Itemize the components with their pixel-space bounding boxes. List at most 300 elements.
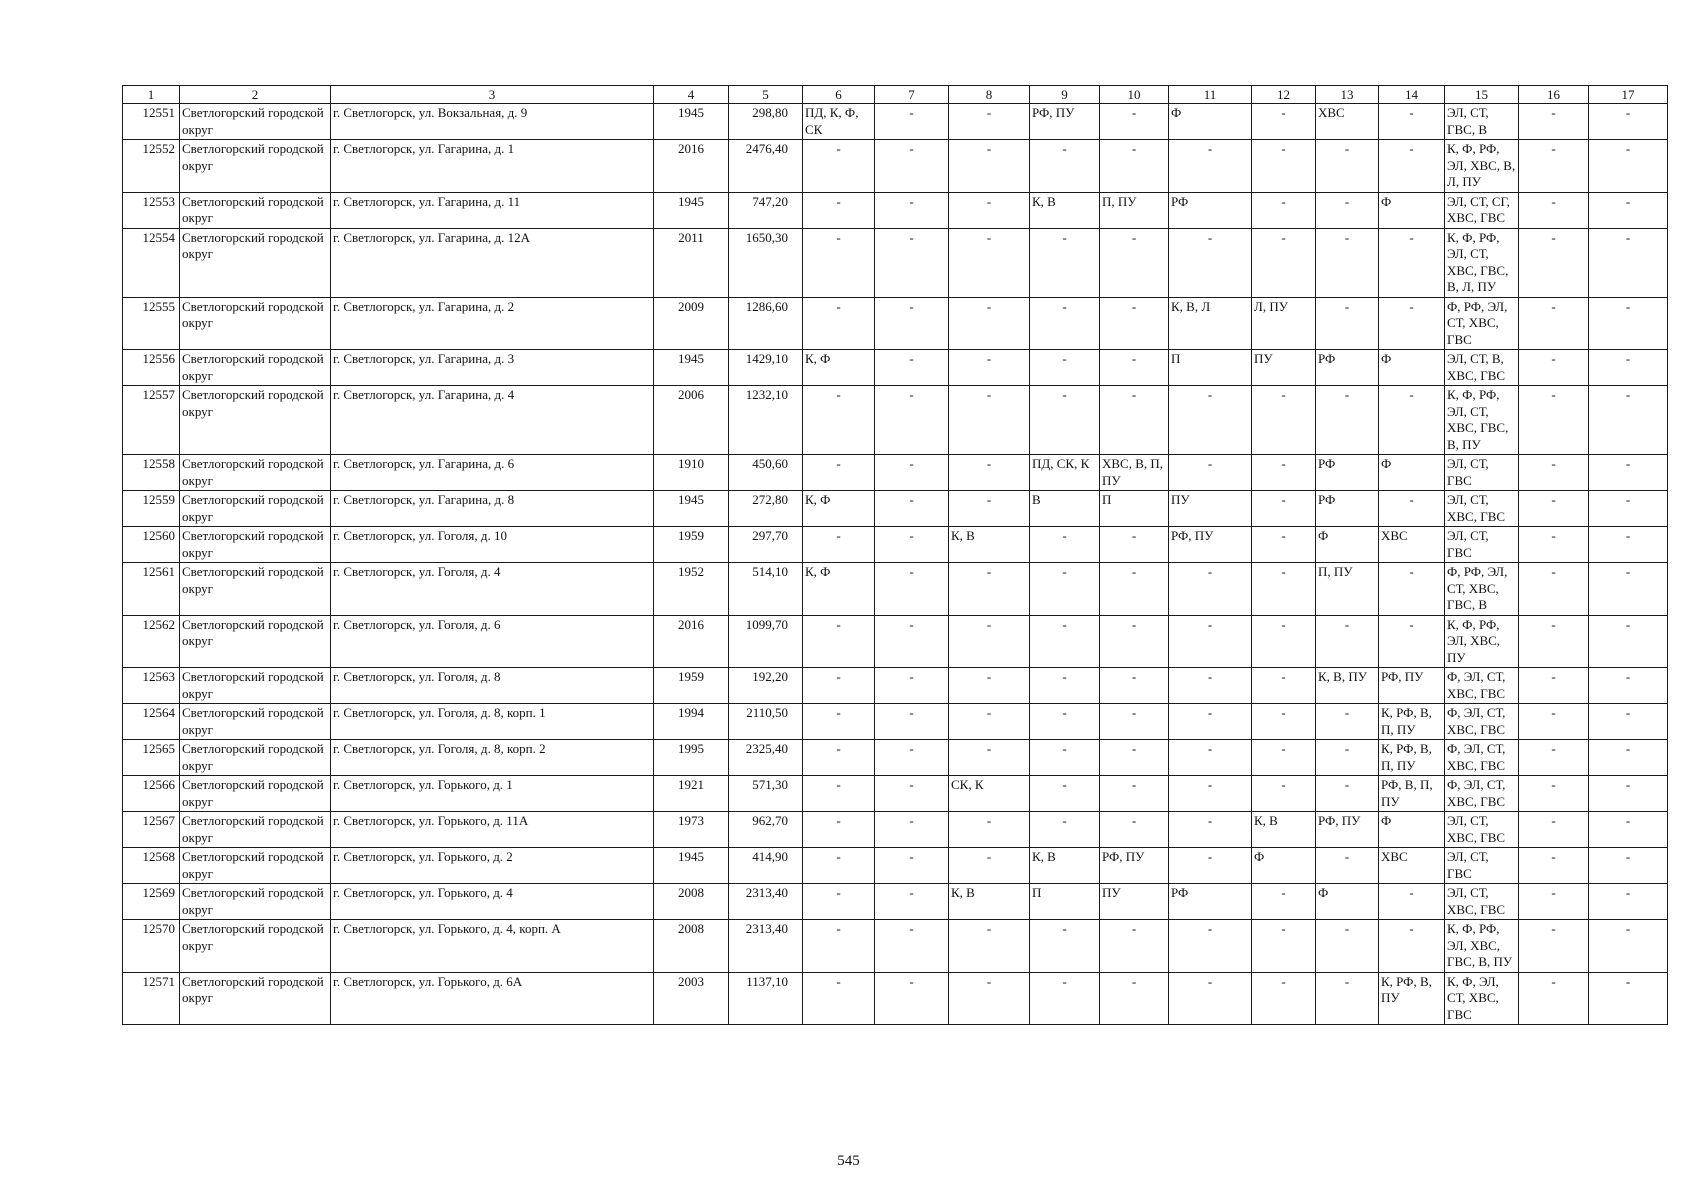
area-cell: 514,10 (729, 563, 803, 616)
col-9-cell: - (1030, 563, 1100, 616)
column-header-7: 7 (875, 86, 949, 104)
record-number-cell: 12557 (123, 386, 180, 455)
col-6-cell: - (803, 920, 875, 973)
col-17-cell: - (1589, 740, 1668, 776)
col-7-cell: - (875, 668, 949, 704)
table-row (123, 884, 1668, 920)
address-cell: г. Светлогорск, ул. Гоголя, д. 8 (331, 668, 654, 704)
column-header-13: 13 (1316, 86, 1379, 104)
col-17-cell: - (1589, 386, 1668, 455)
col-17-cell: - (1589, 491, 1668, 527)
col-17-cell: - (1589, 668, 1668, 704)
area-cell: 298,80 (729, 104, 803, 140)
table-row (123, 972, 1668, 1025)
area-cell: 2313,40 (729, 920, 803, 973)
col-10-cell: - (1100, 972, 1169, 1025)
construction-year-cell: 1945 (654, 350, 729, 386)
area-cell: 962,70 (729, 812, 803, 848)
construction-year-cell: 2016 (654, 140, 729, 193)
col-13-cell: - (1316, 228, 1379, 297)
col-14-cell: - (1379, 228, 1445, 297)
col-11-cell: РФ (1169, 884, 1252, 920)
col-14-cell: РФ, ПУ (1379, 668, 1445, 704)
col-8-cell: - (949, 228, 1030, 297)
address-cell: г. Светлогорск, ул. Гагарина, д. 12А (331, 228, 654, 297)
municipality-cell: Светлогорский городской округ (180, 848, 331, 884)
col-15-cell: Ф, РФ, ЭЛ, СТ, ХВС, ГВС (1445, 297, 1519, 350)
col-13-cell: - (1316, 972, 1379, 1025)
col-6-cell: К, Ф (803, 350, 875, 386)
col-16-cell: - (1519, 297, 1589, 350)
col-13-cell: К, В, ПУ (1316, 668, 1379, 704)
col-16-cell: - (1519, 563, 1589, 616)
col-10-cell: - (1100, 615, 1169, 668)
area-cell: 1137,10 (729, 972, 803, 1025)
address-cell: г. Светлогорск, ул. Гагарина, д. 2 (331, 297, 654, 350)
construction-year-cell: 1945 (654, 848, 729, 884)
col-10-cell: - (1100, 668, 1169, 704)
col-11-cell: РФ, ПУ (1169, 527, 1252, 563)
col-11-cell: Ф (1169, 104, 1252, 140)
col-8-cell: - (949, 972, 1030, 1025)
record-number-cell: 12571 (123, 972, 180, 1025)
table-row (123, 140, 1668, 193)
col-14-cell: - (1379, 140, 1445, 193)
column-header-4: 4 (654, 86, 729, 104)
col-12-cell: - (1252, 491, 1316, 527)
col-12-cell: - (1252, 228, 1316, 297)
col-16-cell: - (1519, 350, 1589, 386)
table-row (123, 704, 1668, 740)
col-13-cell: - (1316, 704, 1379, 740)
col-14-cell: Ф (1379, 812, 1445, 848)
table-row (123, 455, 1668, 491)
col-14-cell: ХВС (1379, 527, 1445, 563)
col-6-cell: - (803, 527, 875, 563)
col-10-cell: П (1100, 491, 1169, 527)
area-cell: 2476,40 (729, 140, 803, 193)
address-cell: г. Светлогорск, ул. Гоголя, д. 10 (331, 527, 654, 563)
col-12-cell: - (1252, 704, 1316, 740)
col-6-cell: - (803, 668, 875, 704)
col-15-cell: ЭЛ, СТ, ГВС (1445, 527, 1519, 563)
col-17-cell: - (1589, 848, 1668, 884)
municipality-cell: Светлогорский городской округ (180, 884, 331, 920)
address-cell: г. Светлогорск, ул. Горького, д. 1 (331, 776, 654, 812)
column-header-10: 10 (1100, 86, 1169, 104)
col-13-cell: - (1316, 848, 1379, 884)
col-11-cell: - (1169, 140, 1252, 193)
col-16-cell: - (1519, 740, 1589, 776)
table-row (123, 812, 1668, 848)
address-cell: г. Светлогорск, ул. Гагарина, д. 11 (331, 192, 654, 228)
col-14-cell: К, РФ, В, ПУ (1379, 972, 1445, 1025)
col-9-cell: П (1030, 884, 1100, 920)
construction-year-cell: 1959 (654, 668, 729, 704)
col-15-cell: ЭЛ, СТ, ХВС, ГВС (1445, 884, 1519, 920)
municipality-cell: Светлогорский городской округ (180, 776, 331, 812)
col-15-cell: Ф, ЭЛ, СТ, ХВС, ГВС (1445, 740, 1519, 776)
record-number-cell: 12567 (123, 812, 180, 848)
col-13-cell: РФ (1316, 455, 1379, 491)
record-number-cell: 12554 (123, 228, 180, 297)
col-11-cell: - (1169, 776, 1252, 812)
column-header-1: 1 (123, 86, 180, 104)
area-cell: 1232,10 (729, 386, 803, 455)
col-13-cell: РФ, ПУ (1316, 812, 1379, 848)
col-17-cell: - (1589, 104, 1668, 140)
col-6-cell: - (803, 972, 875, 1025)
col-9-cell: - (1030, 776, 1100, 812)
table-row (123, 615, 1668, 668)
col-14-cell: - (1379, 104, 1445, 140)
col-7-cell: - (875, 848, 949, 884)
municipality-cell: Светлогорский городской округ (180, 920, 331, 973)
column-header-11: 11 (1169, 86, 1252, 104)
column-header-2: 2 (180, 86, 331, 104)
construction-year-cell: 1973 (654, 812, 729, 848)
col-15-cell: ЭЛ, СТ, ХВС, ГВС (1445, 812, 1519, 848)
col-10-cell: ПУ (1100, 884, 1169, 920)
col-7-cell: - (875, 491, 949, 527)
col-9-cell: К, В (1030, 192, 1100, 228)
col-17-cell: - (1589, 972, 1668, 1025)
table-row (123, 104, 1668, 140)
col-14-cell: Ф (1379, 350, 1445, 386)
col-8-cell: - (949, 140, 1030, 193)
area-cell: 747,20 (729, 192, 803, 228)
address-cell: г. Светлогорск, ул. Горького, д. 4, корп. А (331, 920, 654, 973)
construction-year-cell: 1945 (654, 192, 729, 228)
col-16-cell: - (1519, 848, 1589, 884)
col-9-cell: - (1030, 740, 1100, 776)
area-cell: 1099,70 (729, 615, 803, 668)
col-16-cell: - (1519, 776, 1589, 812)
col-13-cell: - (1316, 386, 1379, 455)
column-header-5: 5 (729, 86, 803, 104)
col-16-cell: - (1519, 615, 1589, 668)
col-15-cell: К, Ф, РФ, ЭЛ, ХВС, ГВС, В, ПУ (1445, 920, 1519, 973)
col-13-cell: РФ (1316, 350, 1379, 386)
col-6-cell: К, Ф (803, 491, 875, 527)
col-7-cell: - (875, 350, 949, 386)
col-10-cell: - (1100, 920, 1169, 973)
col-17-cell: - (1589, 297, 1668, 350)
col-10-cell: - (1100, 740, 1169, 776)
col-14-cell: - (1379, 563, 1445, 616)
col-11-cell: - (1169, 812, 1252, 848)
area-cell: 2110,50 (729, 704, 803, 740)
col-6-cell: - (803, 297, 875, 350)
col-11-cell: - (1169, 740, 1252, 776)
col-6-cell: - (803, 848, 875, 884)
col-9-cell: - (1030, 704, 1100, 740)
table-row (123, 563, 1668, 616)
col-15-cell: Ф, ЭЛ, СТ, ХВС, ГВС (1445, 668, 1519, 704)
col-15-cell: ЭЛ, СТ, ХВС, ГВС (1445, 491, 1519, 527)
col-10-cell: - (1100, 297, 1169, 350)
col-14-cell: - (1379, 297, 1445, 350)
record-number-cell: 12552 (123, 140, 180, 193)
column-header-12: 12 (1252, 86, 1316, 104)
record-number-cell: 12561 (123, 563, 180, 616)
table-row (123, 192, 1668, 228)
col-6-cell: - (803, 884, 875, 920)
col-9-cell: - (1030, 140, 1100, 193)
col-8-cell: - (949, 297, 1030, 350)
col-8-cell: - (949, 104, 1030, 140)
municipality-cell: Светлогорский городской округ (180, 704, 331, 740)
col-7-cell: - (875, 740, 949, 776)
area-cell: 297,70 (729, 527, 803, 563)
record-number-cell: 12569 (123, 884, 180, 920)
col-7-cell: - (875, 104, 949, 140)
col-7-cell: - (875, 386, 949, 455)
col-6-cell: - (803, 812, 875, 848)
col-9-cell: - (1030, 812, 1100, 848)
col-9-cell: В (1030, 491, 1100, 527)
col-12-cell: - (1252, 455, 1316, 491)
col-13-cell: Ф (1316, 884, 1379, 920)
col-11-cell: - (1169, 920, 1252, 973)
col-7-cell: - (875, 884, 949, 920)
col-16-cell: - (1519, 884, 1589, 920)
col-16-cell: - (1519, 455, 1589, 491)
table-row (123, 297, 1668, 350)
col-9-cell: - (1030, 668, 1100, 704)
col-6-cell: - (803, 615, 875, 668)
col-16-cell: - (1519, 386, 1589, 455)
col-10-cell: - (1100, 386, 1169, 455)
municipality-cell: Светлогорский городской округ (180, 972, 331, 1025)
col-10-cell: - (1100, 563, 1169, 616)
col-9-cell: - (1030, 920, 1100, 973)
municipality-cell: Светлогорский городской округ (180, 297, 331, 350)
col-7-cell: - (875, 563, 949, 616)
col-12-cell: - (1252, 140, 1316, 193)
col-8-cell: СК, К (949, 776, 1030, 812)
record-number-cell: 12568 (123, 848, 180, 884)
col-12-cell: К, В (1252, 812, 1316, 848)
municipality-cell: Светлогорский городской округ (180, 527, 331, 563)
col-8-cell: - (949, 491, 1030, 527)
col-8-cell: - (949, 920, 1030, 973)
col-8-cell: - (949, 350, 1030, 386)
address-cell: г. Светлогорск, ул. Гагарина, д. 1 (331, 140, 654, 193)
col-8-cell: - (949, 668, 1030, 704)
col-7-cell: - (875, 972, 949, 1025)
table-row (123, 491, 1668, 527)
col-7-cell: - (875, 776, 949, 812)
col-8-cell: - (949, 455, 1030, 491)
area-cell: 2313,40 (729, 884, 803, 920)
col-17-cell: - (1589, 455, 1668, 491)
table-row (123, 740, 1668, 776)
col-14-cell: РФ, В, П, ПУ (1379, 776, 1445, 812)
address-cell: г. Светлогорск, ул. Горького, д. 4 (331, 884, 654, 920)
col-9-cell: ПД, СК, К (1030, 455, 1100, 491)
col-16-cell: - (1519, 228, 1589, 297)
table-body (123, 104, 1668, 1025)
table-row (123, 776, 1668, 812)
col-15-cell: К, Ф, ЭЛ, СТ, ХВС, ГВС (1445, 972, 1519, 1025)
construction-year-cell: 1945 (654, 104, 729, 140)
col-16-cell: - (1519, 668, 1589, 704)
record-number-cell: 12565 (123, 740, 180, 776)
col-15-cell: ЭЛ, СТ, ГВС, В (1445, 104, 1519, 140)
address-cell: г. Светлогорск, ул. Гоголя, д. 6 (331, 615, 654, 668)
col-11-cell: - (1169, 615, 1252, 668)
col-9-cell: - (1030, 615, 1100, 668)
col-6-cell: - (803, 455, 875, 491)
address-cell: г. Светлогорск, ул. Гоголя, д. 4 (331, 563, 654, 616)
col-11-cell: - (1169, 848, 1252, 884)
col-13-cell: - (1316, 776, 1379, 812)
col-7-cell: - (875, 812, 949, 848)
col-10-cell: РФ, ПУ (1100, 848, 1169, 884)
address-cell: г. Светлогорск, ул. Гоголя, д. 8, корп. 2 (331, 740, 654, 776)
col-13-cell: - (1316, 920, 1379, 973)
col-9-cell: К, В (1030, 848, 1100, 884)
col-6-cell: ПД, К, Ф, СК (803, 104, 875, 140)
col-14-cell: - (1379, 615, 1445, 668)
col-8-cell: - (949, 812, 1030, 848)
municipality-cell: Светлогорский городской округ (180, 740, 331, 776)
col-8-cell: - (949, 192, 1030, 228)
construction-year-cell: 1994 (654, 704, 729, 740)
col-11-cell: - (1169, 386, 1252, 455)
col-15-cell: Ф, ЭЛ, СТ, ХВС, ГВС (1445, 704, 1519, 740)
table-row (123, 527, 1668, 563)
col-16-cell: - (1519, 140, 1589, 193)
col-17-cell: - (1589, 140, 1668, 193)
col-14-cell: Ф (1379, 455, 1445, 491)
construction-year-cell: 1959 (654, 527, 729, 563)
col-9-cell: - (1030, 350, 1100, 386)
col-9-cell: - (1030, 297, 1100, 350)
municipality-cell: Светлогорский городской округ (180, 563, 331, 616)
col-9-cell: - (1030, 527, 1100, 563)
address-cell: г. Светлогорск, ул. Горького, д. 11А (331, 812, 654, 848)
column-header-3: 3 (331, 86, 654, 104)
col-11-cell: - (1169, 972, 1252, 1025)
col-7-cell: - (875, 297, 949, 350)
col-17-cell: - (1589, 228, 1668, 297)
col-15-cell: К, Ф, РФ, ЭЛ, СТ, ХВС, ГВС, В, ПУ (1445, 386, 1519, 455)
housing-register-table (122, 85, 1668, 1025)
col-7-cell: - (875, 527, 949, 563)
municipality-cell: Светлогорский городской округ (180, 104, 331, 140)
col-13-cell: ХВС (1316, 104, 1379, 140)
col-11-cell: РФ (1169, 192, 1252, 228)
col-6-cell: К, Ф (803, 563, 875, 616)
col-13-cell: - (1316, 297, 1379, 350)
col-17-cell: - (1589, 615, 1668, 668)
col-15-cell: ЭЛ, СТ, ГВС (1445, 848, 1519, 884)
col-8-cell: - (949, 740, 1030, 776)
col-9-cell: - (1030, 386, 1100, 455)
col-9-cell: - (1030, 228, 1100, 297)
col-14-cell: - (1379, 491, 1445, 527)
municipality-cell: Светлогорский городской округ (180, 455, 331, 491)
col-6-cell: - (803, 228, 875, 297)
col-12-cell: Л, ПУ (1252, 297, 1316, 350)
col-13-cell: РФ (1316, 491, 1379, 527)
table-row (123, 228, 1668, 297)
col-11-cell: - (1169, 228, 1252, 297)
construction-year-cell: 1921 (654, 776, 729, 812)
col-15-cell: К, Ф, РФ, ЭЛ, ХВС, В, Л, ПУ (1445, 140, 1519, 193)
col-6-cell: - (803, 704, 875, 740)
col-6-cell: - (803, 386, 875, 455)
col-8-cell: - (949, 386, 1030, 455)
record-number-cell: 12560 (123, 527, 180, 563)
municipality-cell: Светлогорский городской округ (180, 386, 331, 455)
col-11-cell: - (1169, 455, 1252, 491)
col-6-cell: - (803, 140, 875, 193)
construction-year-cell: 1910 (654, 455, 729, 491)
col-12-cell: - (1252, 884, 1316, 920)
column-number-row (123, 86, 1668, 104)
col-10-cell: - (1100, 140, 1169, 193)
construction-year-cell: 1945 (654, 491, 729, 527)
col-13-cell: - (1316, 140, 1379, 193)
column-header-15: 15 (1445, 86, 1519, 104)
construction-year-cell: 2003 (654, 972, 729, 1025)
col-11-cell: К, В, Л (1169, 297, 1252, 350)
municipality-cell: Светлогорский городской округ (180, 228, 331, 297)
construction-year-cell: 1952 (654, 563, 729, 616)
area-cell: 2325,40 (729, 740, 803, 776)
col-17-cell: - (1589, 884, 1668, 920)
municipality-cell: Светлогорский городской округ (180, 615, 331, 668)
area-cell: 450,60 (729, 455, 803, 491)
col-9-cell: РФ, ПУ (1030, 104, 1100, 140)
col-8-cell: - (949, 563, 1030, 616)
municipality-cell: Светлогорский городской округ (180, 491, 331, 527)
col-10-cell: - (1100, 776, 1169, 812)
col-12-cell: - (1252, 920, 1316, 973)
col-12-cell: - (1252, 972, 1316, 1025)
col-7-cell: - (875, 140, 949, 193)
col-8-cell: - (949, 704, 1030, 740)
construction-year-cell: 2006 (654, 386, 729, 455)
column-header-9: 9 (1030, 86, 1100, 104)
col-14-cell: К, РФ, В, П, ПУ (1379, 740, 1445, 776)
col-7-cell: - (875, 455, 949, 491)
col-12-cell: - (1252, 192, 1316, 228)
col-8-cell: К, В (949, 527, 1030, 563)
area-cell: 1650,30 (729, 228, 803, 297)
construction-year-cell: 2011 (654, 228, 729, 297)
col-16-cell: - (1519, 704, 1589, 740)
col-14-cell: ХВС (1379, 848, 1445, 884)
col-16-cell: - (1519, 527, 1589, 563)
col-15-cell: ЭЛ, СТ, ГВС (1445, 455, 1519, 491)
col-8-cell: - (949, 848, 1030, 884)
col-8-cell: К, В (949, 884, 1030, 920)
col-10-cell: - (1100, 704, 1169, 740)
record-number-cell: 12559 (123, 491, 180, 527)
column-header-17: 17 (1589, 86, 1668, 104)
col-11-cell: - (1169, 563, 1252, 616)
table-row (123, 668, 1668, 704)
col-6-cell: - (803, 776, 875, 812)
col-15-cell: ЭЛ, СТ, В, ХВС, ГВС (1445, 350, 1519, 386)
construction-year-cell: 1995 (654, 740, 729, 776)
col-15-cell: Ф, РФ, ЭЛ, СТ, ХВС, ГВС, В (1445, 563, 1519, 616)
column-header-6: 6 (803, 86, 875, 104)
